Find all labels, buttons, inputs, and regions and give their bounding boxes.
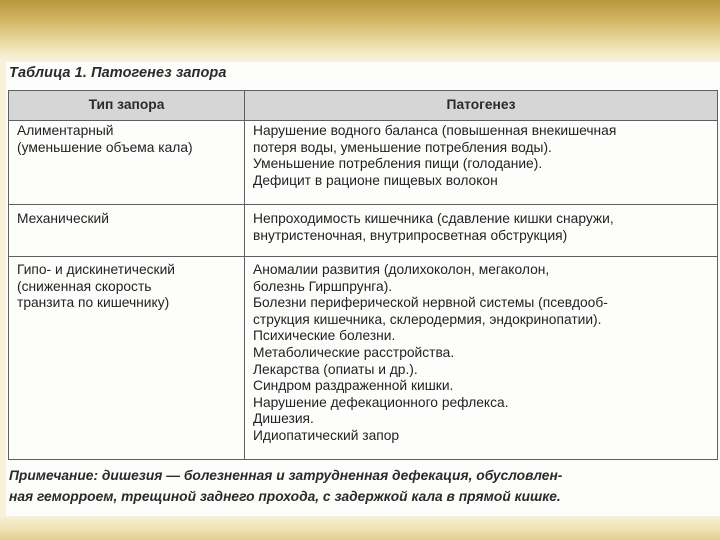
pathogenesis-text: Лекарства (опиаты и др.).	[253, 361, 418, 377]
slide-background-footer	[0, 516, 720, 540]
type-text: (уменьшение объема кала)	[17, 139, 193, 155]
pathogenesis-table	[8, 90, 718, 460]
note-text: ная геморроем, трещиной заднего прохода, с задержкой кала в прямой кишке.	[9, 488, 561, 504]
table-note	[9, 466, 720, 507]
document-scan	[6, 62, 720, 516]
pathogenesis-text: Дефицит в рационе пищевых волокон	[253, 172, 498, 188]
note-text: Примечание: дишезия — болезненная и затрудненная дефекация, обусловлен-	[9, 468, 563, 483]
type-text: транзита по кишечнику)	[17, 295, 170, 311]
type-text: Алиментарный	[17, 123, 114, 138]
pathogenesis-text: струкция кишечника, склеродермия, эндокринопатии).	[253, 311, 602, 327]
header-pathogenesis: Патогенез	[245, 91, 718, 121]
pathogenesis-text: болезнь Гиршпрунга).	[253, 278, 393, 294]
table-row	[9, 205, 718, 257]
pathogenesis-text: Болезни периферической нервной системы (псевдооб-	[253, 295, 608, 311]
pathogenesis-text: Метаболические расстройства.	[253, 344, 455, 360]
type-text: Механический	[17, 211, 109, 226]
table-title: Таблица 1. Патогенез запора	[9, 65, 227, 81]
header-constipation-type: Тип запора	[9, 91, 245, 121]
type-cell	[9, 205, 245, 257]
pathogenesis-text: Непроходимость кишечника (сдавление кишки снаружи,	[253, 211, 614, 226]
pathogenesis-cell	[245, 257, 718, 460]
table-row	[9, 257, 718, 460]
type-text: (сниженная скорость	[17, 278, 152, 294]
type-text: Гипо- и дискинетический	[17, 262, 175, 277]
type-cell	[9, 121, 245, 205]
pathogenesis-text: Психические болезни.	[253, 328, 396, 344]
pathogenesis-cell	[245, 121, 718, 205]
type-cell	[9, 257, 245, 460]
pathogenesis-text: Идиопатический запор	[253, 427, 400, 443]
table-header-row	[9, 91, 718, 121]
pathogenesis-text: потеря воды, уменьшение потребления воды).	[253, 139, 552, 155]
pathogenesis-cell	[245, 205, 718, 257]
pathogenesis-text: Синдром раздраженной кишки.	[253, 378, 454, 394]
pathogenesis-text: Уменьшение потребления пищи (голодание).	[253, 156, 543, 172]
pathogenesis-text: внутристеночная, внутрипросветная обструкция)	[253, 227, 568, 243]
pathogenesis-text: Нарушение дефекационного рефлекса.	[253, 394, 509, 410]
pathogenesis-text: Нарушение водного баланса (повышенная внекишечная	[253, 123, 617, 138]
pathogenesis-text: Аномалии развития (долихоколон, мегаколон,	[253, 262, 550, 277]
pathogenesis-text: Дишезия.	[253, 411, 314, 427]
table-row	[9, 121, 718, 205]
